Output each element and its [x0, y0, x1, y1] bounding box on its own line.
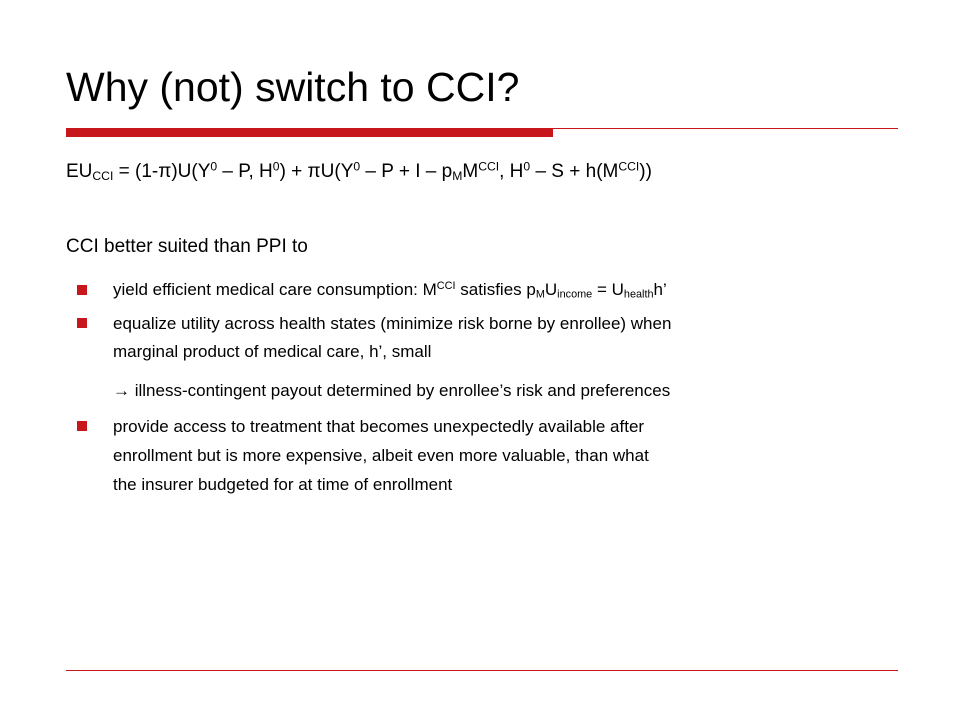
- equation-part6: , H: [499, 161, 524, 182]
- bullet-access-line2: enrollment but is more expensive, albeit even more valuable, than what: [113, 446, 649, 465]
- equation-part4: – P + I – p: [360, 161, 453, 182]
- equation-part2: – P, H: [217, 161, 273, 182]
- bullet1-sub-health: health: [623, 288, 654, 301]
- bullet1-sub-income: income: [557, 288, 593, 301]
- red-square-bullet-icon: [77, 421, 87, 431]
- bullet-access-line3: the insurer budgeted for at time of enrollment: [113, 475, 453, 494]
- equation-sup4: 0: [523, 159, 531, 174]
- bullet-equalize-line1: equalize utility across health states (minimize risk borne by enrollee) when: [113, 314, 672, 333]
- bullet1-part-d: = U: [592, 280, 624, 299]
- footer-rule: [66, 670, 898, 671]
- equation-sup3: 0: [353, 159, 361, 174]
- equation-sup-cci2: CCI: [618, 159, 640, 174]
- equation-eu-sub: CCI: [92, 169, 114, 184]
- bullet1-part-a: yield efficient medical care consumption: M: [113, 280, 437, 299]
- equation-eu-cci: [66, 160, 652, 184]
- bullet1-sub-m: M: [535, 288, 545, 301]
- equation-part5: M: [462, 161, 479, 182]
- equation-eu: EU: [66, 161, 93, 182]
- equation-part3: ) + πU(Y: [279, 161, 354, 182]
- bullet1-sup-cci: CCI: [436, 280, 456, 293]
- arrow-line-text: illness-contingent payout determined by enrollee’s risk and preferences: [130, 381, 671, 400]
- equation-sub-m: M: [452, 169, 463, 184]
- equation-sup1: 0: [210, 159, 218, 174]
- equation-part7: – S + h(M: [530, 161, 619, 182]
- intro-text: CCI better suited than PPI to: [66, 236, 308, 257]
- bullet1-part-b: satisfies p: [455, 280, 536, 299]
- equation-sup2: 0: [272, 159, 280, 174]
- red-square-bullet-icon: [77, 285, 87, 295]
- red-square-bullet-icon: [77, 318, 87, 328]
- bullet1-part-e: h’: [653, 280, 667, 299]
- bullet-efficient-consumption: [113, 276, 667, 304]
- equation-part8: )): [639, 161, 652, 182]
- title-underline-thick: [66, 128, 553, 137]
- right-arrow-icon: →: [113, 381, 130, 400]
- bullet-access-line1: provide access to treatment that becomes unexpectedly available after: [113, 417, 645, 436]
- equation-part1: = (1-π)U(Y: [113, 161, 211, 182]
- equation-sup-cci1: CCI: [478, 159, 500, 174]
- title-underline-thin: [553, 128, 898, 129]
- bullet-equalize-line2: marginal product of medical care, h’, small: [113, 342, 432, 361]
- arrow-line: [113, 377, 670, 405]
- slide-title: Why (not) switch to CCI?: [66, 64, 520, 110]
- bullet1-part-c: U: [544, 280, 558, 299]
